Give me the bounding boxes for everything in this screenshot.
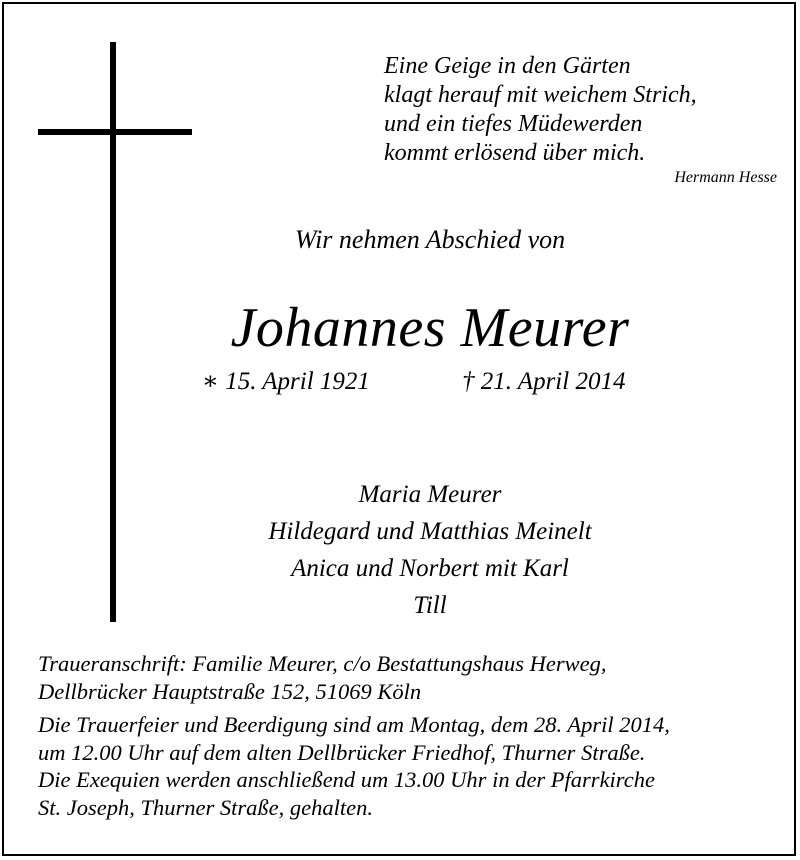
poem-author: Hermann Hesse: [674, 169, 777, 186]
poem-line: kommt erlösend über mich.: [384, 140, 646, 166]
cross-horizontal-bar: [38, 129, 192, 135]
mourner-name: Anica und Norbert mit Karl: [291, 555, 569, 582]
mourners-list: [180, 476, 680, 624]
birth-date: ∗ 15. April 1921: [202, 368, 370, 395]
poem: [384, 52, 774, 168]
deceased-name: Johannes Meurer: [230, 297, 630, 359]
mourning-address: [38, 650, 778, 706]
funeral-line: Die Trauerfeier und Beerdigung sind am Montag, dem 28. April 2014,: [38, 712, 670, 737]
address-line: Traueranschrift: Familie Meurer, c/o Bestattungshaus Herweg,: [38, 651, 607, 676]
mourner-name: Maria Meurer: [358, 481, 502, 508]
funeral-line: um 12.00 Uhr auf dem alten Dellbrücker Friedhof, Thurner Straße.: [38, 739, 646, 765]
poem-line: Eine Geige in den Gärten: [384, 53, 631, 79]
funeral-line: Die Exequien werden anschließend um 13.00 Uhr in der Pfarrkirche: [38, 767, 655, 792]
mourner-name: Till: [413, 592, 447, 619]
address-line: Dellbrücker Hauptstraße 152, 51069 Köln: [38, 679, 422, 704]
funeral-line: St. Joseph, Thurner Straße, gehalten.: [38, 794, 373, 820]
death-date: † 21. April 2014: [462, 368, 626, 395]
poem-line: klagt herauf mit weichem Strich,: [384, 82, 697, 108]
funeral-details: [38, 711, 778, 821]
farewell-intro: Wir nehmen Abschied von: [294, 225, 566, 254]
mourner-name: Hildegard und Matthias Meinelt: [268, 518, 592, 545]
poem-line: und ein tiefes Müdewerden: [384, 111, 643, 137]
